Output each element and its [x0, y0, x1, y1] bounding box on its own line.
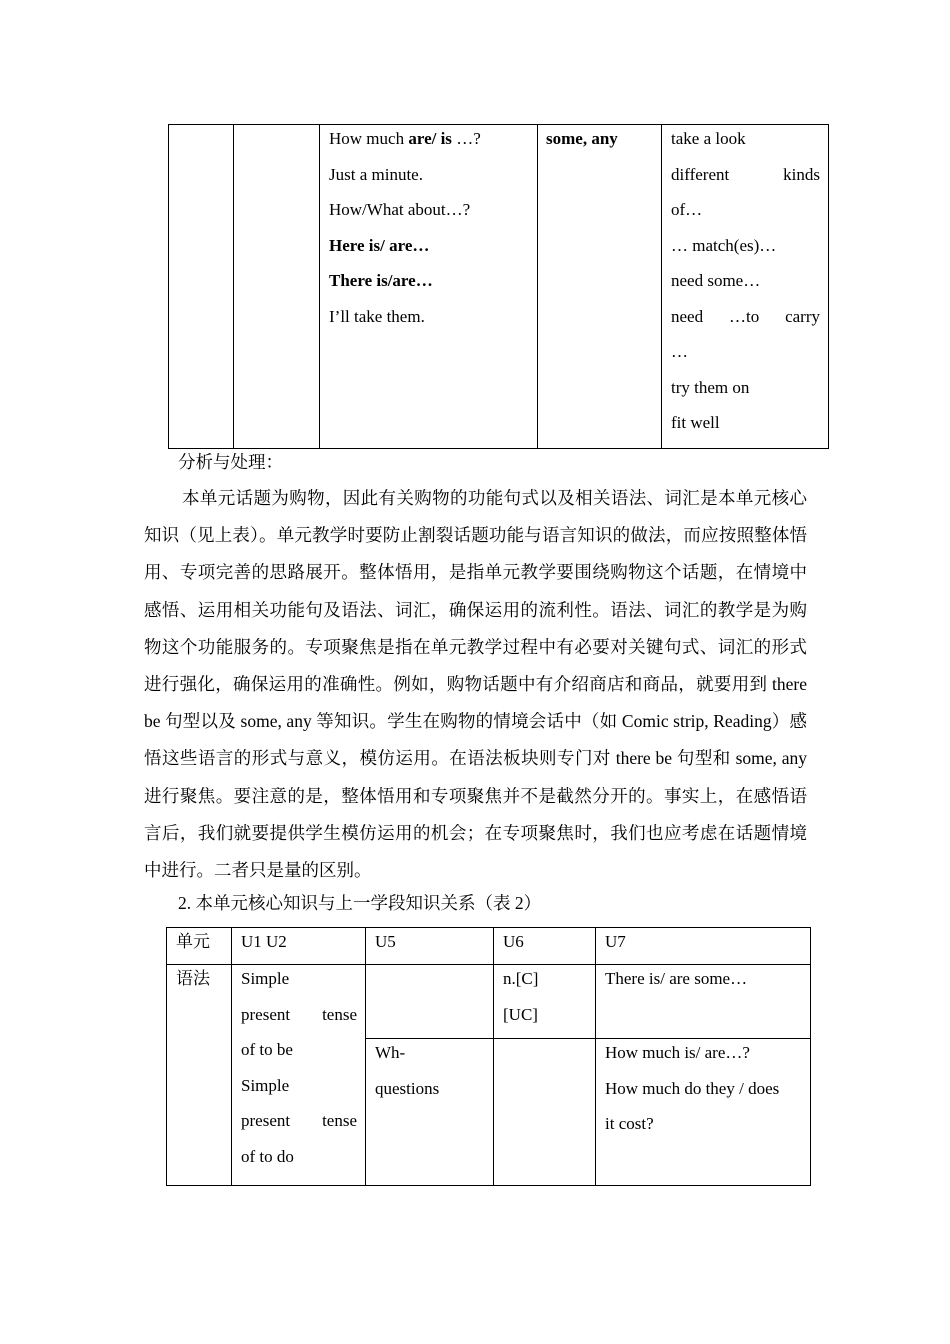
vocabulary-line	[671, 125, 820, 161]
u7-list-1	[605, 965, 810, 1001]
empty-cell-2	[234, 125, 320, 449]
u7-line: How much do they / does	[605, 1078, 780, 1098]
row-label-grammar: 语法	[167, 965, 232, 1186]
vocabulary-line	[671, 409, 820, 445]
sentence-part: Just a minute.	[329, 164, 423, 184]
u5-line: questions	[375, 1078, 440, 1098]
u7-cell-1	[596, 965, 811, 1039]
vocabulary-line-word: …to	[728, 306, 760, 326]
vocabulary-list	[671, 125, 820, 445]
u1u2-cell	[232, 965, 366, 1186]
analysis-heading: 分析与处理：	[178, 452, 283, 472]
u1u2-line	[241, 965, 357, 1001]
vocabulary-line-word: need	[671, 306, 704, 326]
u7-cell-2	[596, 1039, 811, 1186]
u1u2-line-word: Simple	[241, 1075, 290, 1095]
vocabulary-line	[671, 303, 820, 339]
sentence-part: Here is/ are…	[329, 235, 430, 255]
function-sentence	[329, 267, 537, 303]
u1u2-line-word: present	[241, 1004, 291, 1024]
u7-line: How much is/ are…?	[605, 1043, 750, 1062]
u1u2-line	[241, 1107, 357, 1143]
analysis-paragraph: 本单元话题为购物，因此有关购物的功能句式以及相关语法、词汇是本单元核心知识（见上表）。单元教学时要防止割裂话题功能与语言知识的做法，而应按照整体悟用、专项完善的思路展开。整体悟用，是指单元教学要围绕购物这个话题，在情境中感悟、运用相关功能句及语法、词汇，确保运用的流利性。语法、词汇的教学是为购物这个功能服务的。专项聚焦是指在单元教学过程中有必要对关键句式、词汇的形式进行强化，确保运用的准确性。例如，购物话题中有介绍商店和商品，就要用到 there be 句型以及 some, any 等知识。学生在购物的情境会话中（如 Comic strip, Reading）感悟这些语言的形式与意义，模仿运用。在语法板块则专门对 there be 句型和 some, any 进行聚焦。要注意的是，整体悟用和专项聚焦并不是截然分开的。事实上，在感悟语言后，我们就要提供学生模仿运用的机会；在专项聚焦时，我们也应考虑在话题情境中进行。二者只是量的区别。	[144, 488, 807, 881]
function-sentence	[329, 303, 537, 339]
u1u2-list	[241, 965, 357, 1178]
sentence-part: …?	[451, 129, 481, 148]
vocabulary-line-word: of…	[671, 200, 703, 219]
table2-heading: 2. 本单元核心知识与上一学段知识关系（表 2）	[178, 893, 542, 913]
vocabulary-line-word: carry	[785, 306, 820, 326]
function-sentence	[329, 161, 537, 197]
header-unit: 单元	[167, 928, 232, 965]
sentence-part: are/ is	[408, 129, 452, 148]
function-sentences-list	[329, 125, 537, 338]
u1u2-line	[241, 1001, 357, 1037]
header-u6: U6	[494, 928, 596, 965]
u1u2-line-word: present	[241, 1111, 291, 1130]
vocabulary-table	[168, 124, 829, 449]
u6-cell-1	[494, 965, 596, 1039]
vocabulary-line-word: need some…	[671, 271, 761, 290]
vocabulary-line	[671, 232, 820, 268]
u5-list	[375, 1039, 493, 1110]
vocabulary-line	[671, 161, 820, 197]
function-sentence	[329, 125, 537, 161]
u1u2-line	[241, 1036, 357, 1072]
vocabulary-line	[671, 267, 820, 303]
u7-list-2	[605, 1039, 810, 1146]
grammar-cell	[538, 125, 662, 449]
u1u2-line-word: of to do	[241, 1146, 294, 1166]
vocabulary-line	[671, 338, 820, 374]
u5-line: Wh-	[375, 1043, 406, 1062]
vocabulary-line-word: fit well	[671, 413, 720, 432]
u6-line: n.[C]	[503, 969, 539, 988]
vocabulary-line-word: try them on	[671, 377, 750, 397]
knowledge-relation-table	[166, 927, 811, 1186]
vocabulary-line-word: kinds	[783, 164, 820, 184]
u1u2-line	[241, 1143, 357, 1179]
u1u2-line-word: of to be	[241, 1040, 293, 1059]
function-sentence	[329, 196, 537, 232]
header-u1u2: U1 U2	[232, 928, 366, 965]
empty-cell-1	[169, 125, 234, 449]
header-u7: U7	[596, 928, 811, 965]
vocabulary-line-word: … match(es)…	[671, 235, 777, 255]
sentence-part: There is/are…	[329, 271, 433, 290]
function-sentences-cell	[320, 125, 538, 449]
vocabulary-line-word: …	[671, 342, 688, 361]
u7-line: it cost?	[605, 1114, 654, 1133]
u5-cell-2	[366, 1039, 494, 1186]
sentence-part: How much	[329, 129, 409, 148]
u1u2-line-word: Simple	[241, 969, 290, 988]
u1u2-line	[241, 1072, 357, 1108]
u5-cell-1	[366, 965, 494, 1039]
u6-line: [UC]	[503, 1004, 538, 1024]
u6-cell-2	[494, 1039, 596, 1186]
function-sentence	[329, 232, 537, 268]
vocabulary-line	[671, 196, 820, 232]
vocabulary-line-word: different	[671, 164, 730, 184]
vocabulary-cell	[662, 125, 829, 449]
vocabulary-line	[671, 374, 820, 410]
u1u2-line-word: tense	[322, 1111, 357, 1130]
header-u5: U5	[366, 928, 494, 965]
vocabulary-line-word: take a look	[671, 129, 746, 148]
sentence-part: I’ll take them.	[329, 306, 425, 326]
sentence-part: How/What about…?	[329, 200, 471, 219]
u7-line: There is/ are some…	[605, 969, 748, 988]
u6-list	[503, 965, 595, 1036]
u1u2-line-word: tense	[322, 1004, 357, 1024]
grammar-text: some, any	[546, 129, 618, 148]
